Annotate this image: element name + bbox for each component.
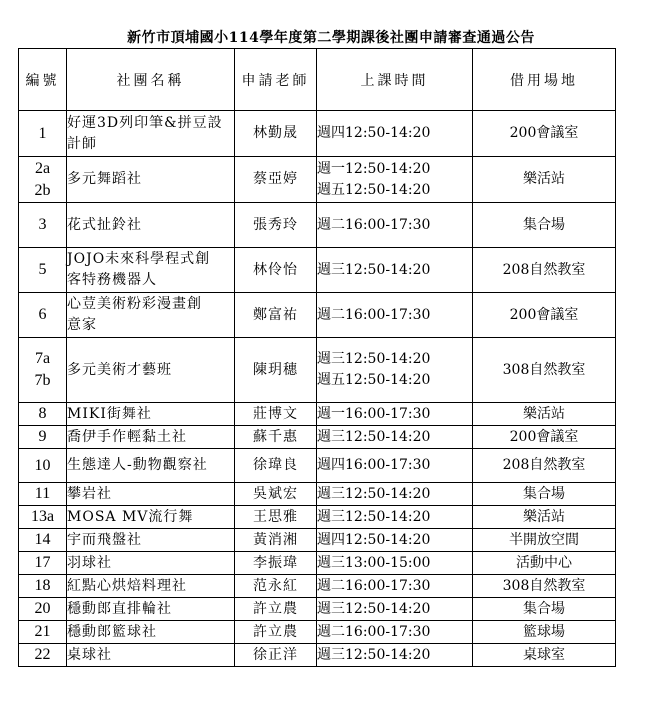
cell-number-line: 11 [34,485,51,502]
cell-teacher: 林伶怡 [235,248,317,293]
page-title: 新竹市頂埔國小114學年度第二學期課後社團申請審查通過公告 [127,30,535,46]
table-row [19,157,616,203]
table-row [19,338,616,403]
cell-time-line: 週四12:50-14:20 [317,125,431,141]
cell-number [19,598,67,621]
cell-time-line: 週一16:00-17:30 [317,405,431,422]
cell-time [317,426,473,449]
cell-club-name [67,248,235,293]
cell-club-name-line: 紅點心烘焙料理社 [67,577,187,594]
cell-club-name [67,575,235,598]
table-row [19,449,616,483]
cell-number-line: 17 [34,554,51,571]
cell-time-line: 週二16:00-17:30 [317,577,431,594]
table-row [19,203,616,248]
cell-time-line: 週二16:00-17:30 [317,216,431,233]
cell-number [19,403,67,426]
table-row [19,426,616,449]
cell-time-line: 週三13:00-15:00 [317,554,431,571]
cell-club-name [67,529,235,552]
cell-club-name-line: 攀岩社 [67,485,112,502]
cell-time-line: 週四16:00-17:30 [317,457,431,473]
cell-club-name [67,403,235,426]
cell-number-line: 13a [30,508,55,525]
cell-teacher: 張秀玲 [235,203,317,248]
cell-number [19,338,67,403]
table-body [19,111,616,667]
cell-time [317,529,473,552]
cell-time-line: 週五12:50-14:20 [317,372,431,388]
cell-number [19,644,67,667]
table-header-row [19,49,616,111]
cell-number-line: 18 [34,577,51,594]
cell-teacher: 黃消湘 [235,529,317,552]
cell-number [19,248,67,293]
cell-teacher: 許立農 [235,598,317,621]
cell-number [19,203,67,248]
cell-venue: 集合場 [473,203,616,248]
cell-number-line: 14 [34,531,51,548]
cell-club-name [67,111,235,157]
cell-club-name-line: 穩動郎直排輪社 [67,600,172,617]
cell-club-name [67,621,235,644]
header-time: 上課時間 [317,49,473,111]
cell-teacher: 許立農 [235,621,317,644]
cell-club-name-line: 多元舞蹈社 [67,171,142,187]
cell-time-line: 週三12:50-14:20 [317,600,431,617]
cell-number [19,483,67,506]
table-row [19,483,616,506]
cell-time [317,203,473,248]
cell-teacher: 蔡亞婷 [235,157,317,203]
cell-teacher: 徐正洋 [235,644,317,667]
cell-time [317,248,473,293]
cell-number-line: 2b [34,181,51,199]
cell-number [19,529,67,552]
cell-club-name-line: 羽球社 [67,554,112,571]
cell-time [317,111,473,157]
cell-time [317,293,473,338]
cell-time [317,157,473,203]
cell-number-line: 7a [34,350,51,367]
cell-teacher: 范永紅 [235,575,317,598]
cell-teacher: 徐瑋良 [235,449,317,483]
table-row [19,598,616,621]
cell-time [317,338,473,403]
cell-time [317,403,473,426]
cell-club-name [67,483,235,506]
cell-club-name-line: 好運3D列印筆&拼豆設 [67,114,223,131]
cell-number [19,506,67,529]
cell-venue: 籃球場 [473,621,616,644]
cell-venue: 集合場 [473,483,616,506]
cell-club-name-line: MOSA MV流行舞 [67,508,194,525]
cell-venue: 208自然教室 [473,248,616,293]
cell-club-name-line: 多元美術才藝班 [67,361,172,378]
cell-teacher: 蘇千惠 [235,426,317,449]
cell-club-name [67,506,235,529]
cell-time-line: 週二16:00-17:30 [317,623,431,640]
cell-number-line: 3 [38,216,47,233]
cell-time-line: 週四12:50-14:20 [317,531,431,548]
cell-club-name [67,552,235,575]
cell-teacher: 吳斌宏 [235,483,317,506]
header-number: 編號 [19,49,67,111]
table-row [19,552,616,575]
table-row [19,111,616,157]
cell-venue: 樂活站 [473,403,616,426]
cell-number-line: 21 [34,623,51,640]
cell-venue: 308自然教室 [473,575,616,598]
cell-number-line: 8 [38,405,47,422]
cell-number [19,575,67,598]
cell-teacher: 李振瑋 [235,552,317,575]
cell-venue: 集合場 [473,598,616,621]
cell-time-line: 週三12:50-14:20 [317,351,431,367]
cell-club-name-line: 心荳美術粉彩漫畫創 [67,296,202,312]
cell-club-name-line: 客特務機器人 [67,272,157,288]
table-row [19,644,616,667]
cell-time-line: 週二16:00-17:30 [317,306,431,323]
cell-number-line: 5 [38,261,47,278]
table-row [19,529,616,552]
cell-time [317,621,473,644]
cell-number-line: 1 [38,124,47,142]
table-row [19,403,616,426]
table-row [19,248,616,293]
cell-venue: 樂活站 [473,506,616,529]
cell-venue: 活動中心 [473,552,616,575]
cell-venue: 200會議室 [473,111,616,157]
cell-time-line: 週三12:50-14:20 [317,646,431,663]
cell-club-name [67,644,235,667]
cell-number [19,111,67,157]
cell-club-name-line: 穩動郎籃球社 [67,623,157,640]
cell-number-line: 20 [34,600,51,617]
cell-number-line: 7b [34,372,51,389]
cell-venue: 200會議室 [473,293,616,338]
header-teacher: 申請老師 [235,49,317,111]
cell-number [19,552,67,575]
cell-number-line: 9 [38,428,47,445]
cell-venue: 樂活站 [473,157,616,203]
cell-time [317,598,473,621]
cell-number-line: 22 [34,646,51,663]
cell-time [317,552,473,575]
cell-club-name-line: 意家 [67,317,97,333]
cell-time-line: 週三12:50-14:20 [317,428,431,445]
cell-time-line: 週三12:50-14:20 [317,261,431,278]
cell-number [19,426,67,449]
header-club: 社團名稱 [67,49,235,111]
cell-time-line: 週三12:50-14:20 [317,485,431,502]
cell-club-name [67,426,235,449]
cell-number [19,621,67,644]
cell-time [317,575,473,598]
table-row [19,575,616,598]
cell-club-name-line: 喬伊手作輕黏土社 [67,428,187,445]
cell-club-name [67,449,235,483]
cell-club-name-line: 宇而飛盤社 [67,531,142,548]
cell-time [317,644,473,667]
cell-teacher: 林勤晟 [235,111,317,157]
cell-time [317,506,473,529]
cell-club-name [67,157,235,203]
cell-number [19,157,67,203]
cell-time [317,449,473,483]
cell-club-name [67,293,235,338]
table-row [19,621,616,644]
club-approval-table [18,48,616,667]
cell-number-line: 6 [38,306,47,323]
header-venue: 借用場地 [473,49,616,111]
cell-time-line: 週五12:50-14:20 [317,181,431,198]
cell-venue: 桌球室 [473,644,616,667]
cell-club-name [67,203,235,248]
table-row [19,293,616,338]
cell-club-name-line: JOJO未來科學程式創 [67,251,211,267]
cell-number-line: 10 [34,456,51,474]
cell-time [317,483,473,506]
cell-teacher: 鄭富祐 [235,293,317,338]
cell-club-name-line: 生態達人-動物觀察社 [67,457,208,473]
cell-number [19,293,67,338]
cell-club-name-line: 花式扯鈴社 [67,216,142,233]
cell-venue: 208自然教室 [473,449,616,483]
cell-number-line: 2a [34,159,51,177]
cell-teacher: 王思雅 [235,506,317,529]
cell-club-name-line: 桌球社 [67,646,112,663]
cell-club-name-line: MIKI街舞社 [67,405,152,422]
cell-club-name-line: 計師 [67,135,97,152]
cell-venue: 半開放空間 [473,529,616,552]
table-row [19,506,616,529]
cell-teacher: 莊博文 [235,403,317,426]
cell-venue: 308自然教室 [473,338,616,403]
cell-venue: 200會議室 [473,426,616,449]
cell-club-name [67,338,235,403]
cell-teacher: 陳玥穗 [235,338,317,403]
cell-time-line: 週三12:50-14:20 [317,508,431,525]
cell-number [19,449,67,483]
cell-time-line: 週一12:50-14:20 [317,160,431,177]
cell-club-name [67,598,235,621]
